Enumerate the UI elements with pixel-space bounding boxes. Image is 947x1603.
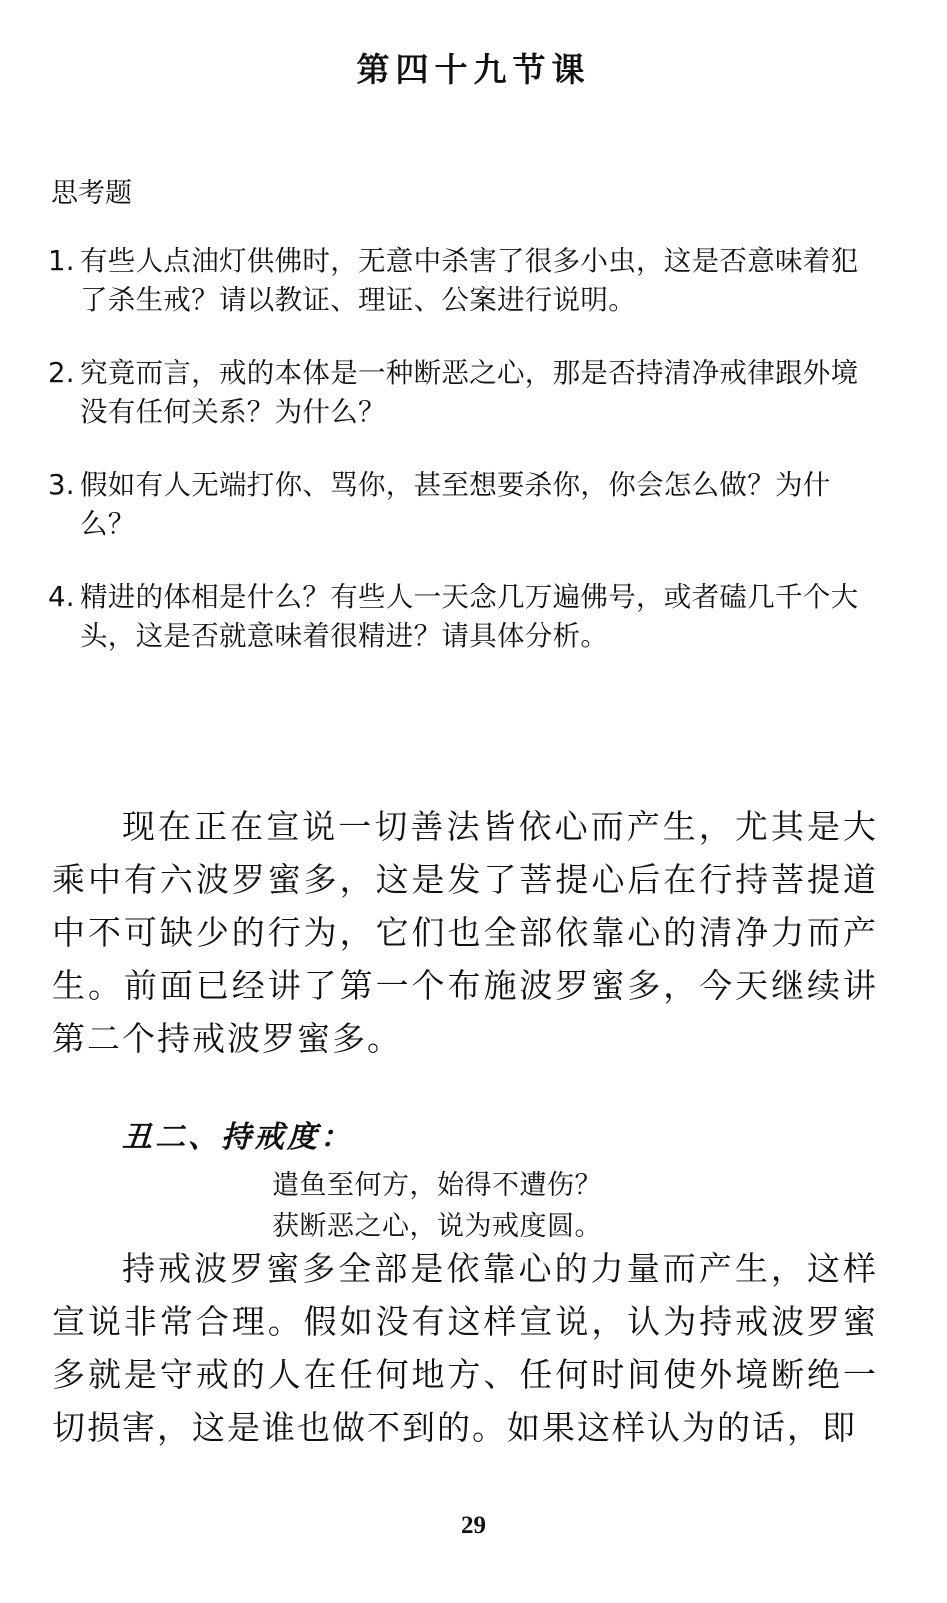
- intro-paragraph: 现在正在宣说一切善法皆依心而产生，尤其是大乘中有六波罗蜜多，这是发了菩提心后在行持菩提道中不可缺少的行为，它们也全部依靠心的清净力而产生。前面已经讲了第一个布施波罗蜜多，今天继续讲第二个持戒波罗蜜多。: [52, 807, 878, 1058]
- verse-line: 遣鱼至何方，始得不遭伤？: [272, 1170, 602, 1201]
- question-text: 有些人点油灯供佛时，无意中杀害了很多小虫，这是否意味着犯了杀生戒？请以教证、理证、公案进行说明。: [80, 245, 859, 316]
- section-heading: 丑二、持戒度：: [122, 1120, 353, 1155]
- commentary-paragraph: 持戒波罗蜜多全部是依靠心的力量而产生，这样宣说非常合理。假如没有这样宣说，认为持戒波罗蜜多就是守戒的人在任何地方、任何时间使外境断绝一切损害，这是谁也做不到的。如果这样认为的话，即: [52, 1249, 878, 1447]
- question-item: [48, 354, 883, 432]
- question-item: [48, 578, 883, 656]
- question-list: [48, 242, 883, 690]
- question-item: [48, 242, 883, 320]
- page-number: 29: [461, 1512, 486, 1539]
- question-text: 究竟而言，戒的本体是一种断恶之心，那是否持清净戒律跟外境没有任何关系？为什么？: [80, 357, 859, 428]
- question-number: 3.: [48, 469, 75, 501]
- question-text: 精进的体相是什么？有些人一天念几万遍佛号，或者磕几千个大头，这是否就意味着很精进？请具体分析。: [80, 581, 859, 652]
- question-number: 1.: [48, 245, 75, 277]
- question-number: 4.: [48, 581, 75, 613]
- verse-line: 获断恶之心，说为戒度圆。: [272, 1211, 602, 1242]
- question-number: 2.: [48, 357, 75, 389]
- question-item: [48, 466, 883, 544]
- lesson-title: 第四十九节课: [356, 50, 591, 89]
- questions-label: 思考题: [51, 178, 132, 209]
- question-text: 假如有人无端打你、骂你，甚至想要杀你，你会怎么做？为什么？: [80, 469, 831, 540]
